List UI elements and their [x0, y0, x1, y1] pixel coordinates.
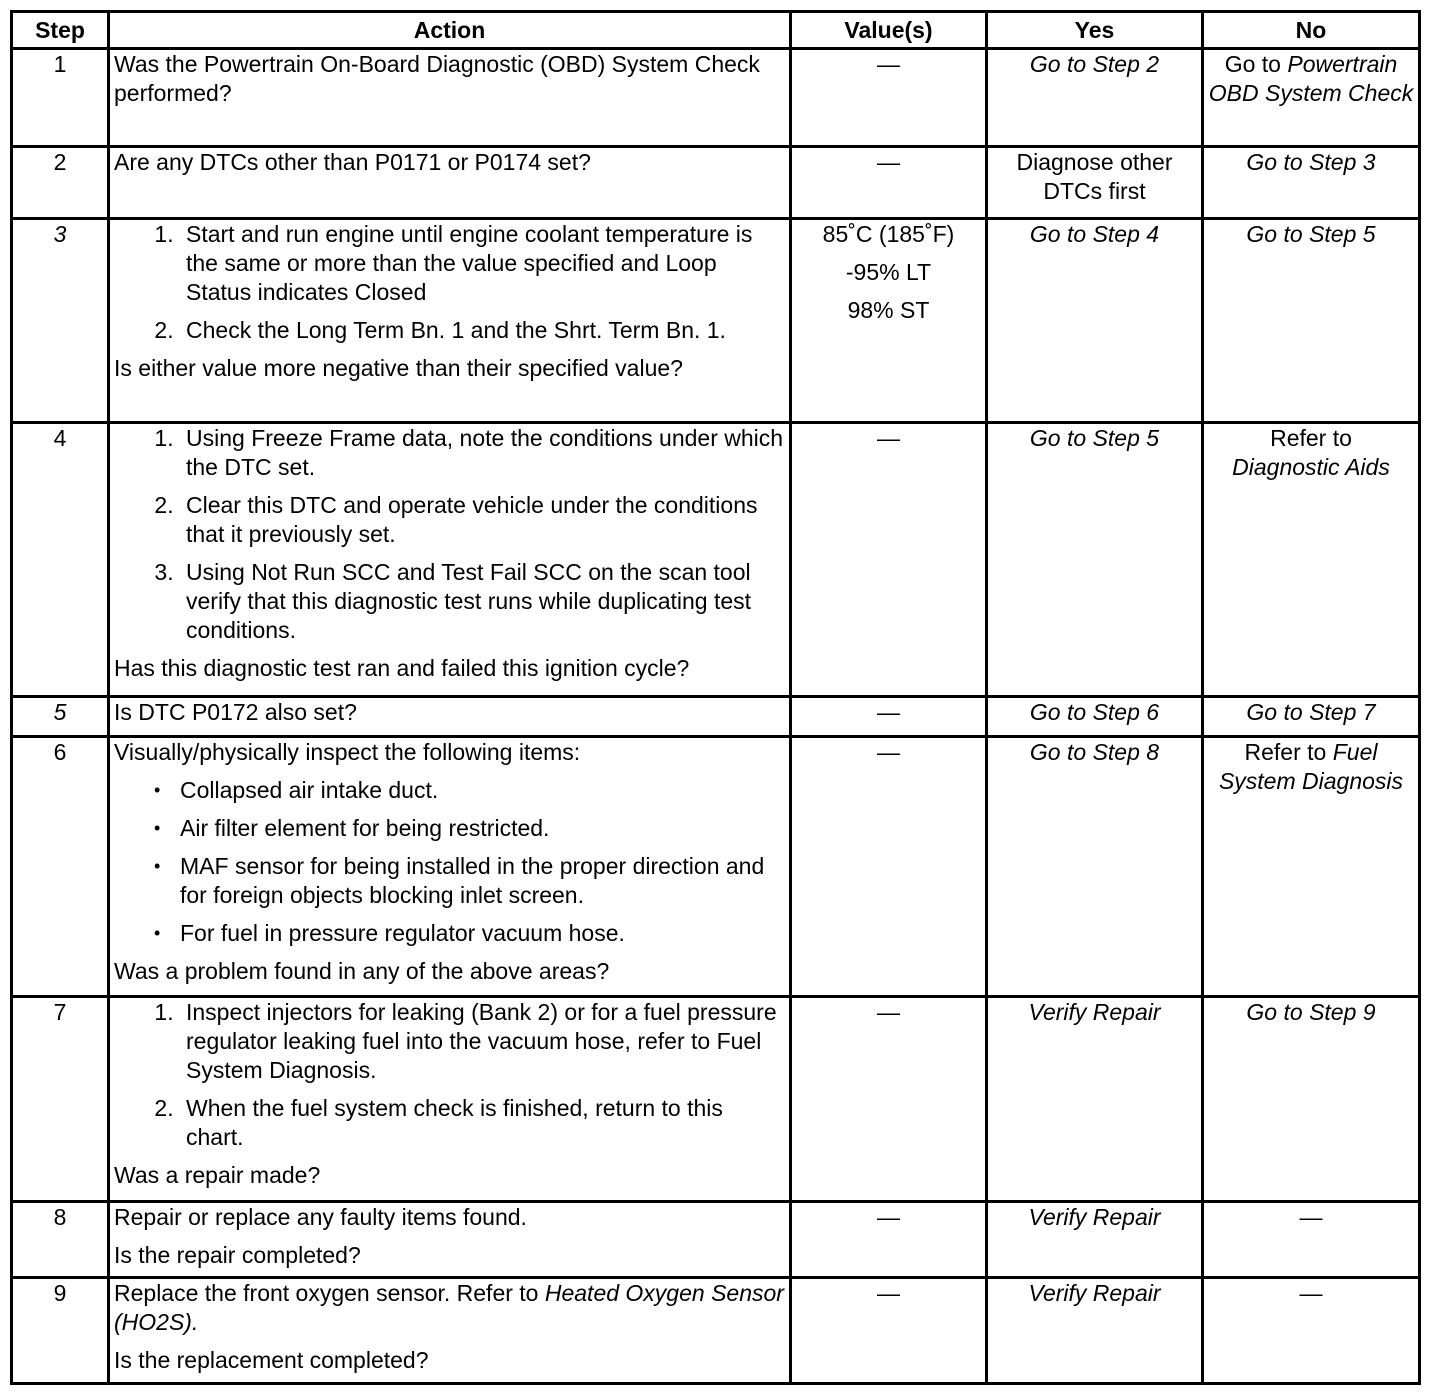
header-yes: Yes — [987, 12, 1203, 49]
table-row — [12, 219, 1420, 423]
action-cell — [109, 423, 791, 697]
action-step: 3. Using Not Run SCC and Test Fail SCC on the scan tool verify that this diagnostic test runs while duplicating test conditions. — [180, 558, 785, 645]
action-text: Is DTC P0172 also set? — [109, 697, 791, 737]
no-cell — [1203, 49, 1420, 147]
action-step: 2. When the fuel system check is finished, return to this chart. — [180, 1094, 785, 1152]
dash: — — [877, 1204, 900, 1230]
table-row — [12, 737, 1420, 997]
action-cell — [109, 219, 791, 423]
value-cell — [791, 49, 987, 147]
yes-cell: Verify Repair — [987, 997, 1203, 1202]
table-row — [12, 697, 1420, 737]
table-row — [12, 1278, 1420, 1384]
value-cell — [791, 697, 987, 737]
no-cell: Go to Step 9 — [1203, 997, 1420, 1202]
no-cell: Go to Step 7 — [1203, 697, 1420, 737]
step-number: 7 — [12, 997, 109, 1202]
action-step: 2. Clear this DTC and operate vehicle under the conditions that it previously set. — [180, 491, 785, 549]
action-question: Is the repair completed? — [114, 1242, 361, 1268]
no-cell: Go to Step 5 — [1203, 219, 1420, 423]
action-step: 1. Inspect injectors for leaking (Bank 2) or for a fuel pressure regulator leaking fuel into the vacuum hose, refer to Fuel System Diagnosis. — [180, 998, 785, 1085]
header-no: No — [1203, 12, 1420, 49]
value-cell — [791, 1202, 987, 1278]
action-steps — [114, 220, 785, 345]
step-number: 5 — [12, 697, 109, 737]
table-row — [12, 49, 1420, 147]
action-text: Was the Powertrain On-Board Diagnostic (OBD) System Check performed? — [109, 49, 791, 147]
action-cell — [109, 1278, 791, 1384]
action-cell — [109, 997, 791, 1202]
action-question: Has this diagnostic test ran and failed this ignition cycle? — [114, 655, 690, 681]
dash: — — [877, 699, 900, 725]
action-steps — [114, 424, 785, 645]
header-action: Action — [109, 12, 791, 49]
header-values: Value(s) — [791, 12, 987, 49]
table-row — [12, 997, 1420, 1202]
step-number: 1 — [12, 49, 109, 147]
action-question: Was a repair made? — [114, 1162, 321, 1188]
dash: — — [877, 425, 900, 451]
yes-cell: Go to Step 5 — [987, 423, 1203, 697]
step-number: 9 — [12, 1278, 109, 1384]
dash: — — [877, 149, 900, 175]
dash: — — [877, 1280, 900, 1306]
step-number: 3 — [12, 219, 109, 423]
yes-cell: Go to Step 6 — [987, 697, 1203, 737]
dash: — — [877, 739, 900, 765]
no-cell: Go to Step 3 — [1203, 147, 1420, 219]
header-step: Step — [12, 12, 109, 49]
dash: — — [877, 999, 900, 1025]
inspect-item: • For fuel in pressure regulator vacuum hose. — [180, 919, 785, 948]
action-plain: Replace the front oxygen sensor. Refer to — [114, 1280, 545, 1306]
no-cell — [1203, 423, 1420, 697]
action-step: 1. Start and run engine until engine coolant temperature is the same or more than the value specified and Loop Status indicates Closed — [180, 220, 785, 307]
value-lt: -95% LT — [845, 259, 932, 285]
yes-cell: Verify Repair — [987, 1278, 1203, 1384]
step-number: 8 — [12, 1202, 109, 1278]
table-row — [12, 147, 1420, 219]
no-plain: Go to — [1224, 51, 1288, 77]
step-number: 2 — [12, 147, 109, 219]
no-cell — [1203, 1278, 1420, 1384]
table-row — [12, 1202, 1420, 1278]
no-italic-link: Powertrain OBD System Check — [1208, 51, 1414, 106]
no-cell — [1203, 1202, 1420, 1278]
value-cell — [791, 997, 987, 1202]
value-cell — [791, 219, 987, 423]
action-question: Was a problem found in any of the above areas? — [114, 958, 610, 984]
action-step: 2. Check the Long Term Bn. 1 and the Shrt. Term Bn. 1. — [180, 316, 785, 345]
dash: — — [877, 51, 900, 77]
no-plain: Refer to — [1244, 739, 1333, 765]
no-cell — [1203, 737, 1420, 997]
action-cell — [109, 737, 791, 997]
value-temp: 85˚C (185˚F) — [822, 221, 955, 247]
step-number: 6 — [12, 737, 109, 997]
action-italic-link: Heated Oxygen Sensor (HO2S). — [114, 1280, 784, 1335]
inspect-item: • Air filter element for being restricted. — [180, 814, 785, 843]
no-plain: Refer to — [1270, 425, 1352, 451]
action-steps — [114, 998, 785, 1152]
yes-cell: Verify Repair — [987, 1202, 1203, 1278]
action-question: Is either value more negative than their specified value? — [114, 355, 683, 381]
action-cell — [109, 1202, 791, 1278]
step-number: 4 — [12, 423, 109, 697]
inspect-item: • MAF sensor for being installed in the proper direction and for foreign objects blocking inlet screen. — [180, 852, 785, 910]
yes-cell: Go to Step 2 — [987, 49, 1203, 147]
yes-cell: Go to Step 4 — [987, 219, 1203, 423]
yes-cell: Diagnose other DTCs first — [987, 147, 1203, 219]
action-step: 1. Using Freeze Frame data, note the conditions under which the DTC set. — [180, 424, 785, 482]
dash: — — [1299, 1280, 1323, 1306]
value-cell — [791, 1278, 987, 1384]
inspect-item: • Collapsed air intake duct. — [180, 776, 785, 805]
value-cell — [791, 737, 987, 997]
no-italic-link: Fuel System Diagnosis — [1218, 739, 1404, 794]
dash: — — [1299, 1204, 1323, 1230]
action-question: Is the replacement completed? — [114, 1347, 429, 1373]
diagnostic-table — [10, 10, 1421, 1385]
header-row — [12, 12, 1420, 49]
no-italic-link: Diagnostic Aids — [1232, 454, 1390, 480]
action-intro: Visually/physically inspect the following items: — [114, 739, 581, 765]
yes-cell: Go to Step 8 — [987, 737, 1203, 997]
action-text: Are any DTCs other than P0171 or P0174 set? — [109, 147, 791, 219]
action-text: Repair or replace any faulty items found. — [114, 1204, 527, 1230]
inspect-list — [114, 776, 785, 948]
value-cell — [791, 147, 987, 219]
value-cell — [791, 423, 987, 697]
value-st: 98% ST — [847, 297, 930, 323]
table-row — [12, 423, 1420, 697]
action-text — [114, 1279, 785, 1337]
